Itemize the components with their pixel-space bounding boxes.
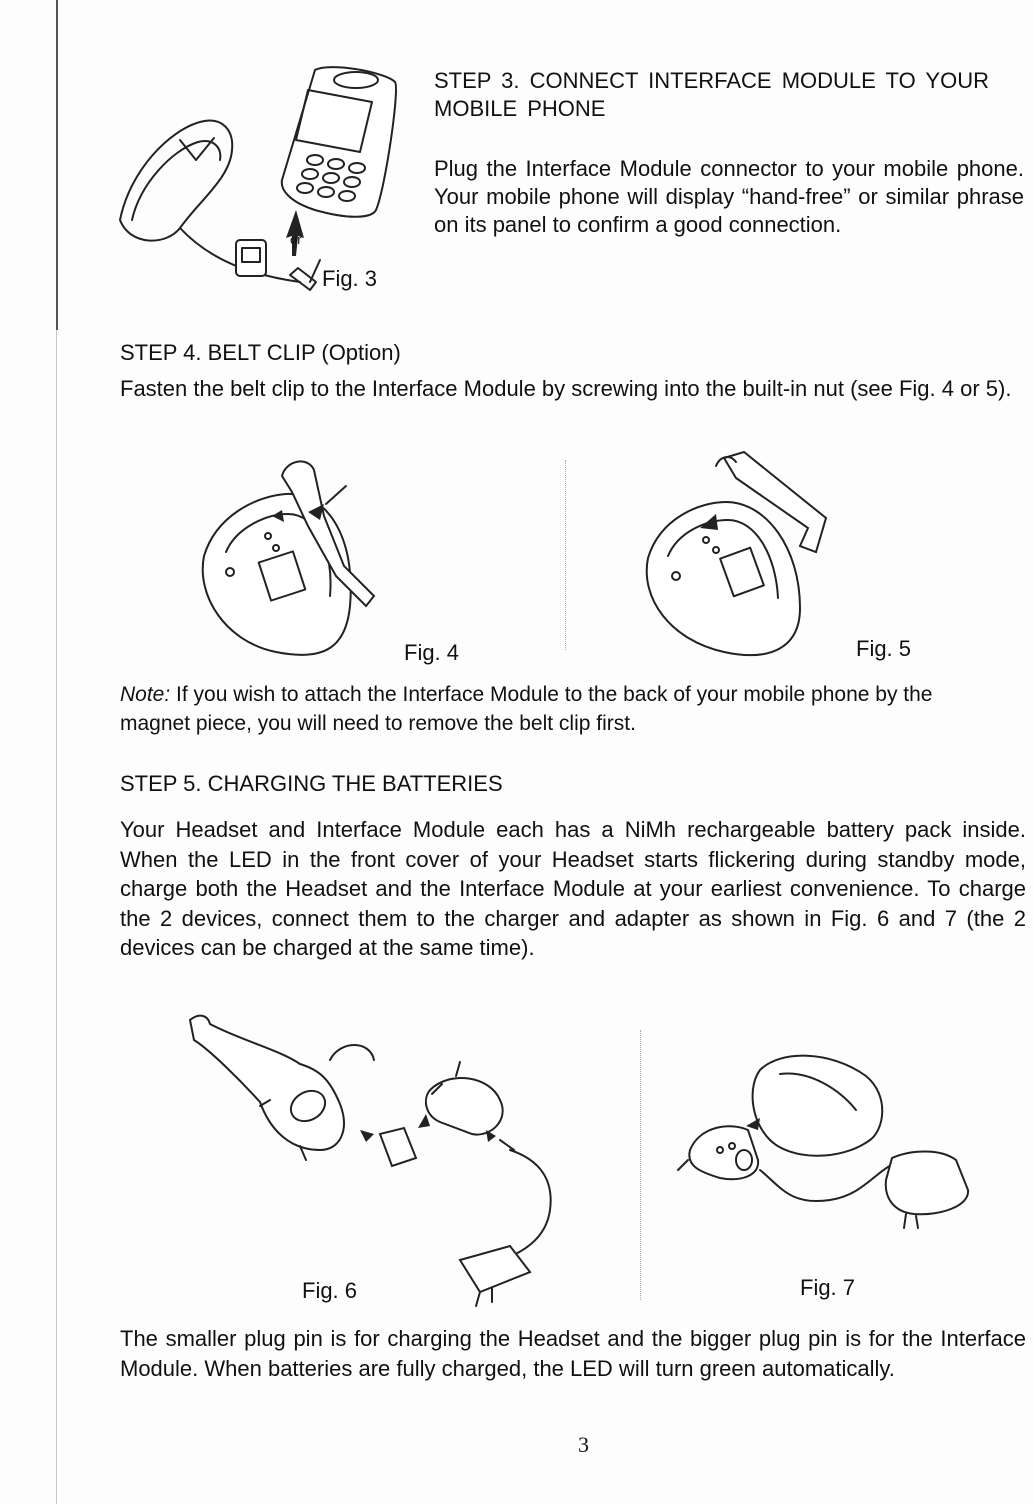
note-prefix: Note: [120, 683, 171, 706]
fig7-caption: Fig. 7 [800, 1275, 856, 1300]
fig-divider-2 [640, 1030, 641, 1300]
step5-body: Your Headset and Interface Module each has a NiMh rechargeable battery pack inside. When the LED in the front cover of your Headset starts flickering during standby mode, charge both the Headset and the Interface Module at your earliest convenience. To charge the 2 devices, connect them to the charger and adapter as shown in Fig. 6 and 7 (the 2 devices can be charged at the same time). [120, 817, 1026, 960]
margin-line-dark [56, 0, 58, 330]
fig6-illustration [180, 1010, 580, 1310]
fig5-caption: Fig. 5 [856, 636, 912, 661]
closing-paragraph: The smaller plug pin is for charging the Headset and the bigger plug pin is for the Interface Module. When batteries are fully charged, the LED will turn green automatically. [120, 1326, 1026, 1381]
step5-heading: STEP 5. CHARGING THE BATTERIES [120, 771, 503, 796]
step3-body: Plug the Interface Module connector to your mobile phone. Your mobile phone will display “hand-free” or similar phrase on its panel to confirm a good connection. [434, 156, 1024, 237]
fig3-caption: Fig. 3 [322, 266, 378, 291]
fig4-caption: Fig. 4 [404, 640, 460, 665]
note-paragraph [120, 680, 980, 738]
fig-divider [565, 460, 566, 650]
fig5-illustration [640, 448, 840, 668]
note-text: If you wish to attach the Interface Module to the back of your mobile phone by the magnet piece, you will need to remove the belt clip first. [120, 683, 933, 735]
fig4-illustration [196, 456, 396, 666]
step4-body: Fasten the belt clip to the Interface Module by screwing into the built-in nut (see Fig. 4 or 5). [120, 376, 1012, 401]
fig7-illustration [670, 1030, 980, 1230]
step4-heading: STEP 4. BELT CLIP (Option) [120, 340, 401, 365]
fig3-illustration [110, 60, 410, 300]
step3-heading: STEP 3. CONNECT INTERFACE MODULE TO YOUR MOBILE PHONE [434, 68, 989, 121]
page-number: 3 [578, 1432, 589, 1457]
fig3-or-label: or [290, 232, 302, 247]
fig6-caption: Fig. 6 [302, 1278, 358, 1303]
